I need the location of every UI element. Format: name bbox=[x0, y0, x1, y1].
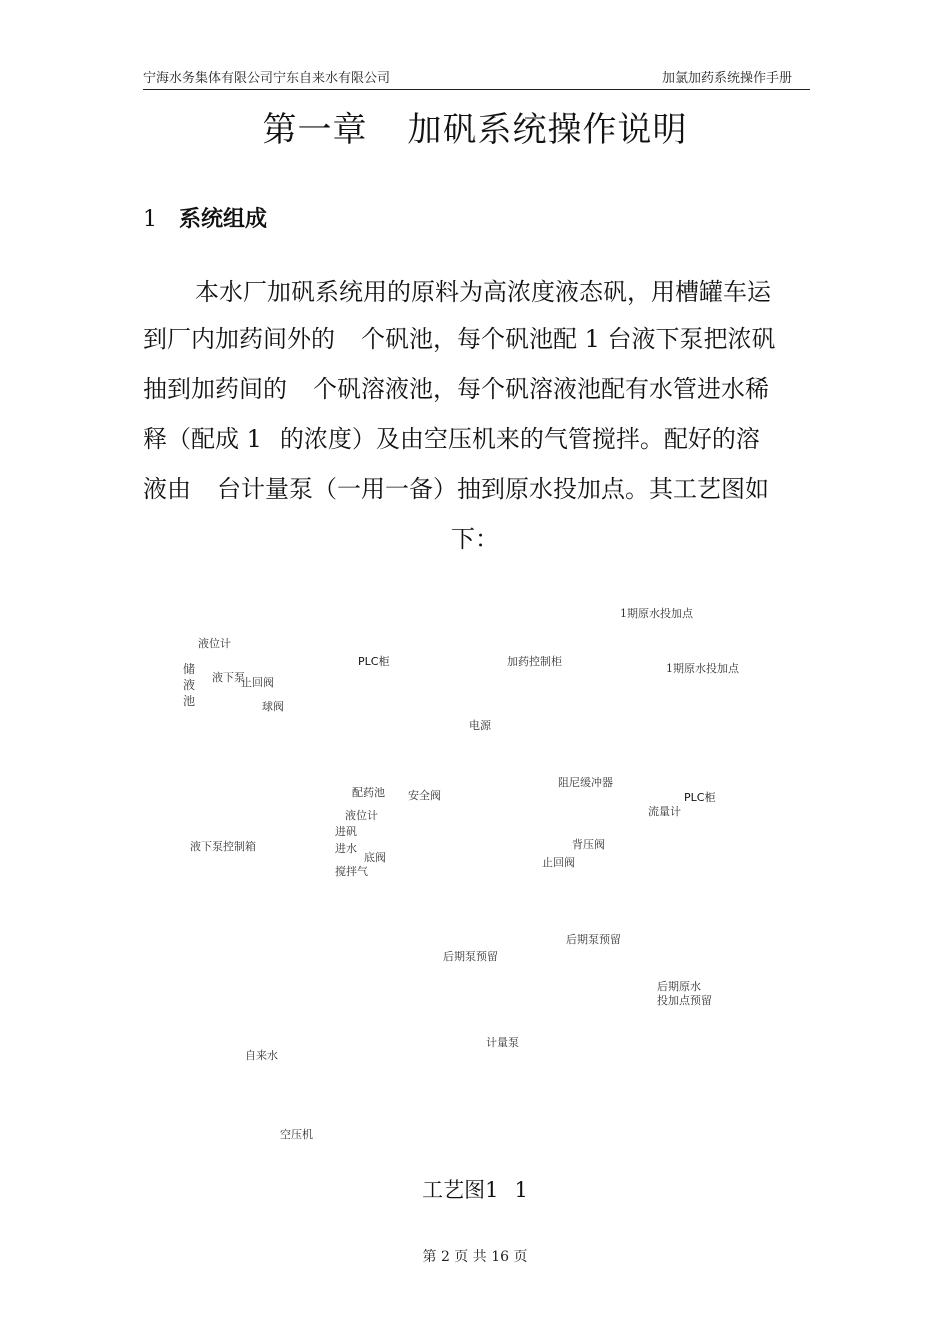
figure-caption bbox=[0, 1176, 950, 1204]
label-later-dosing-reserved-2: 投加点预留 bbox=[657, 994, 712, 1007]
label-plc-cabinet-2: PLC柜 bbox=[684, 791, 716, 804]
paragraph-line-3a: 抽到加药间的 bbox=[143, 375, 287, 403]
paragraph-line-2b: 个矾池，每个矾池配 1 台液下泵把浓矾 bbox=[361, 325, 776, 353]
label-safety-valve: 安全阀 bbox=[408, 789, 441, 802]
paragraph-line-5 bbox=[143, 474, 808, 505]
label-power-supply: 电源 bbox=[469, 719, 491, 732]
caption-num-b: 1 bbox=[514, 1178, 528, 1202]
page-header bbox=[143, 70, 810, 90]
label-ball-valve: 球阀 bbox=[262, 700, 284, 713]
caption-label: 工艺图 bbox=[422, 1178, 486, 1202]
paragraph-line-3 bbox=[143, 374, 808, 405]
label-mixing-tank: 配药池 bbox=[352, 786, 385, 799]
label-air-compressor: 空压机 bbox=[280, 1128, 313, 1141]
label-alum-inlet: 进矾 bbox=[335, 825, 357, 838]
chapter-name: 加矾系统操作说明 bbox=[407, 110, 688, 150]
label-phase1-dosing-point-top: 1期原水投加点 bbox=[620, 607, 693, 620]
header-company: 宁海水务集体有限公司宁东自来水有限公司 bbox=[143, 71, 391, 86]
paragraph-line-4a: 释（配成 1 bbox=[143, 425, 262, 453]
label-water-inlet: 进水 bbox=[335, 842, 357, 855]
label-submersible-pump: 液下泵 bbox=[212, 671, 245, 684]
label-bottom-valve: 底阀 bbox=[364, 851, 386, 864]
label-level-meter-1: 液位计 bbox=[198, 637, 231, 650]
label-check-valve-1: 止回阀 bbox=[241, 676, 274, 689]
label-phase1-dosing-point-2: 1期原水投加点 bbox=[666, 662, 739, 675]
label-dosing-control-cabinet: 加药控制柜 bbox=[507, 655, 562, 668]
label-later-dosing-reserved-1: 后期原水 bbox=[657, 980, 701, 993]
label-tap-water: 自来水 bbox=[245, 1049, 278, 1062]
section-number: 1 bbox=[143, 207, 157, 232]
caption-num-a: 1 bbox=[485, 1178, 499, 1202]
paragraph-line-4b: 的浓度）及由空压机来的气管搅拌。配好的溶 bbox=[279, 425, 760, 453]
paragraph-line-2a: 到厂内加药间外的 bbox=[143, 325, 335, 353]
label-storage-tank: 储液池 bbox=[183, 662, 196, 708]
label-stir-air: 搅拌气 bbox=[335, 865, 368, 878]
label-level-meter-2: 液位计 bbox=[345, 809, 378, 822]
header-manual-title: 加氯加药系统操作手册 bbox=[661, 71, 792, 86]
label-later-pump-reserved-2: 后期泵预留 bbox=[443, 950, 498, 963]
paragraph-line-4 bbox=[143, 424, 808, 455]
label-back-pressure-valve: 背压阀 bbox=[572, 838, 605, 851]
label-check-valve-2: 止回阀 bbox=[542, 856, 575, 869]
paragraph-line-1: 本水厂加矾系统用的原料为高浓度液态矾，用槽罐车运 bbox=[195, 278, 771, 306]
label-damper: 阻尼缓冲器 bbox=[558, 776, 613, 789]
label-metering-pump: 计量泵 bbox=[486, 1036, 519, 1049]
paragraph-line-5b: 台计量泵（一用一备）抽到原水投加点。其工艺图如 bbox=[217, 475, 769, 503]
paragraph-line-3b: 个矾溶液池，每个矾溶液池配有水管进水稀 bbox=[313, 375, 769, 403]
label-later-pump-reserved-1: 后期泵预留 bbox=[566, 933, 621, 946]
chapter-title bbox=[0, 108, 950, 152]
section-heading bbox=[143, 204, 267, 236]
label-plc-cabinet-1: PLC柜 bbox=[358, 655, 390, 668]
paragraph-line-2 bbox=[143, 324, 808, 355]
chapter-number: 第一章 bbox=[262, 110, 368, 150]
paragraph-line-5a: 液由 bbox=[143, 475, 191, 503]
label-flow-meter: 流量计 bbox=[648, 805, 681, 818]
section-title: 系统组成 bbox=[179, 207, 268, 232]
label-submersible-pump-control-box: 液下泵控制箱 bbox=[190, 840, 256, 853]
page-footer: 第 2 页 共 16 页 bbox=[422, 1249, 528, 1265]
paragraph-line-6: 下： bbox=[451, 525, 499, 553]
